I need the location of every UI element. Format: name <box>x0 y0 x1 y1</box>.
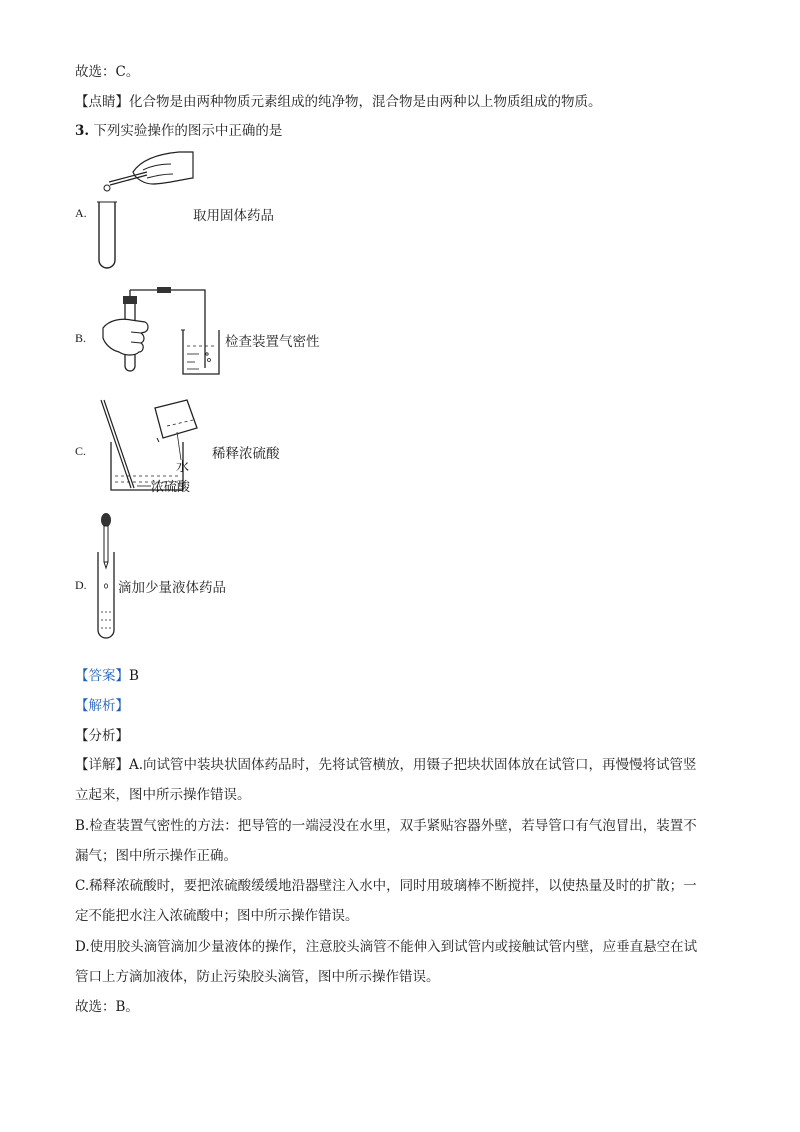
question-text: 下列实验操作的图示中正确的是 <box>93 123 283 139</box>
question-3 <box>75 121 282 141</box>
answer-value: B <box>129 668 139 684</box>
fig-label-water: 水 <box>176 460 190 475</box>
option-b-figure <box>95 284 225 376</box>
detail-a-text1: A.向试管中装块状固体药品时，先将试管横放，用镊子把块状固体放在试管口，再慢慢将试管竖 <box>129 757 697 773</box>
answer-line <box>75 666 139 686</box>
dianjing-text: 化合物是由两种物质元素组成的纯净物，混合物是由两种以上物质组成的物质。 <box>129 94 602 110</box>
option-d-figure <box>94 512 118 640</box>
option-a-label: 取用固体药品 <box>193 208 274 224</box>
analysis-tag: 【解析】 <box>75 698 129 714</box>
detail-d-line2: 管口上方滴加液体，防止污染胶头滴管，图中所示操作错误。 <box>75 969 440 985</box>
detail-a-line1 <box>75 755 697 775</box>
option-d-label: 滴加少量液体药品 <box>118 580 226 596</box>
detail-c-line1: C.稀释浓硫酸时，要把浓硫酸缓缓地沿器壁注入水中，同时用玻璃棒不断搅拌，以使热量及时的扩散；一 <box>75 878 697 894</box>
fig-label-acid: 浓硫酸 <box>151 480 191 495</box>
option-c-figure <box>97 398 217 496</box>
option-b-letter: B. <box>75 331 87 345</box>
detail-a-line2: 立起来，图中所示操作错误。 <box>75 787 251 803</box>
dianjing-tag: 【点睛】 <box>75 94 129 110</box>
answer-tag: 【答案】 <box>75 668 129 684</box>
option-d-letter: D. <box>75 578 87 592</box>
detail-b-line1: B.检查装置气密性的方法：把导管的一端浸没在水里，双手紧贴容器外壁，若导管口有气泡冒出，装置不 <box>75 818 697 834</box>
option-a-letter: A. <box>75 206 87 220</box>
detail-d-line1: D.使用胶头滴管滴加少量液体的操作，注意胶头滴管不能伸入到试管内或接触试管内壁，应垂直悬空在试 <box>75 939 698 955</box>
option-b-label: 检查装置气密性 <box>225 334 320 350</box>
prev-answer-line: 故选：C。 <box>75 64 140 80</box>
option-c-label: 稀释浓硫酸 <box>212 446 280 462</box>
question-number: 3. <box>75 123 90 139</box>
fenxi-tag: 【分析】 <box>75 728 129 744</box>
dianjing-line <box>75 92 602 112</box>
detail-b-line2: 漏气；图中所示操作正确。 <box>75 848 237 864</box>
option-a-figure <box>95 150 195 272</box>
final-answer-line: 故选：B。 <box>75 999 139 1015</box>
detail-c-line2: 定不能把水注入浓硫酸中；图中所示操作错误。 <box>75 908 359 924</box>
option-c-letter: C. <box>75 444 87 458</box>
detail-tag: 【详解】 <box>75 757 129 773</box>
